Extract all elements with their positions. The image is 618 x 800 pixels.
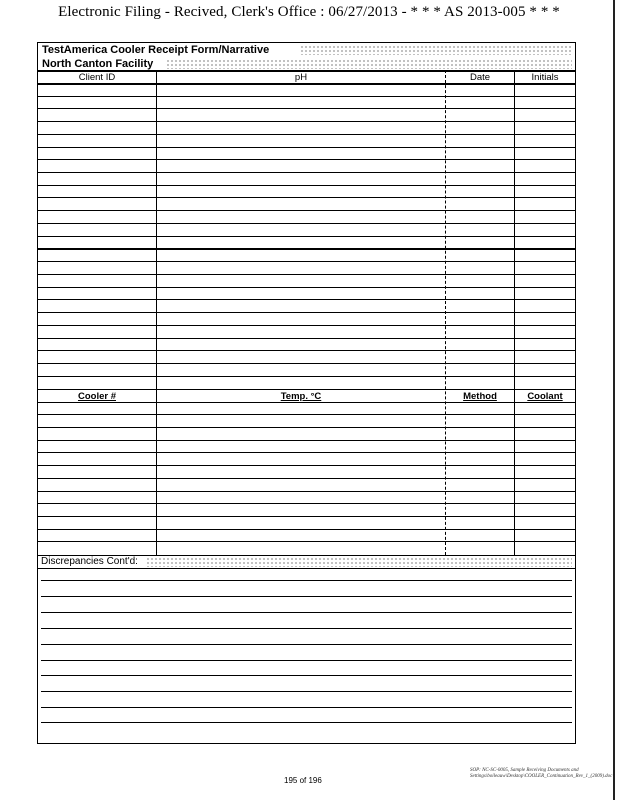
discrepancy-line <box>41 628 572 629</box>
cooler-row-line <box>37 503 576 504</box>
col-date: Date <box>469 72 491 83</box>
col-initials: Initials <box>531 72 559 83</box>
ph-row-line <box>37 325 576 326</box>
page-number: 195 of 196 <box>284 776 322 785</box>
facility-name: North Canton Facility <box>42 58 154 70</box>
col-method: Method <box>463 391 497 402</box>
ph-row-line <box>37 197 576 198</box>
cooler-row-line <box>37 452 576 453</box>
discrepancy-line <box>41 580 572 581</box>
discrepancies-header-line <box>37 568 576 569</box>
ph-row-line <box>37 121 576 122</box>
discrepancy-line <box>41 722 572 723</box>
cooler-row-line <box>37 478 576 479</box>
cooler-row-line <box>37 414 576 415</box>
ph-row-line <box>37 261 576 262</box>
ph-row-line <box>37 108 576 109</box>
col-coolant: Coolant <box>527 391 563 402</box>
discrepancy-line <box>41 675 572 676</box>
discrepancies-band-noise <box>146 557 572 567</box>
cooler-row-line <box>37 541 576 542</box>
ph-row-line <box>37 147 576 148</box>
discrepancy-line <box>41 644 572 645</box>
cooler-header-line <box>37 402 576 403</box>
ph-row-line <box>37 299 576 300</box>
client-id-column-divider <box>156 70 157 555</box>
col-ph: pH <box>294 72 308 83</box>
ph-row-line <box>37 83 576 85</box>
ph-row-line <box>37 96 576 97</box>
ph-row-line <box>37 312 576 313</box>
ph-date-column-divider <box>445 70 446 555</box>
ph-row-line <box>37 134 576 135</box>
cooler-row-line <box>37 491 576 492</box>
form-title: TestAmerica Cooler Receipt Form/Narrative <box>42 44 270 56</box>
title-separator <box>37 70 576 72</box>
cooler-row-line <box>37 440 576 441</box>
ph-row-line <box>37 185 576 186</box>
title-band-noise-2 <box>166 59 572 69</box>
cooler-row-line <box>37 529 576 530</box>
ph-row-line <box>37 338 576 339</box>
ph-row-line <box>37 172 576 173</box>
discrepancy-line <box>41 691 572 692</box>
cooler-row-line <box>37 427 576 428</box>
ph-row-line <box>37 223 576 224</box>
cooler-row-line <box>37 465 576 466</box>
cooler-section-top <box>37 389 576 390</box>
page-edge-line <box>613 0 615 800</box>
cooler-row-line <box>37 516 576 517</box>
date-initials-column-divider <box>514 70 515 555</box>
col-client-id: Client ID <box>78 72 116 83</box>
ph-row-line <box>37 236 576 237</box>
ph-row-line <box>37 248 576 250</box>
filing-stamp-header: Electronic Filing - Recived, Clerk's Office : 06/27/2013 - * * * AS 2013-005 * * * <box>58 4 560 20</box>
footer-document-note: SOP: NC-SC-0005, Sample Receiving Documents and Settings\boileauw\Desktop\COOLER_Continuation_Rev_1_(2009).doc <box>470 768 613 779</box>
ph-row-line <box>37 159 576 160</box>
col-temp: Temp. °C <box>280 391 322 402</box>
ph-row-line <box>37 376 576 377</box>
title-band-noise <box>300 45 572 55</box>
ph-row-line <box>37 350 576 351</box>
ph-row-line <box>37 363 576 364</box>
discrepancy-line <box>41 707 572 708</box>
discrepancies-label: Discrepancies Cont'd: <box>41 556 138 567</box>
ph-row-line <box>37 210 576 211</box>
ph-row-line <box>37 287 576 288</box>
discrepancy-line <box>41 660 572 661</box>
discrepancy-line <box>41 612 572 613</box>
ph-row-line <box>37 274 576 275</box>
discrepancies-top <box>37 555 576 556</box>
discrepancy-line <box>41 596 572 597</box>
col-cooler-number: Cooler # <box>77 391 116 402</box>
